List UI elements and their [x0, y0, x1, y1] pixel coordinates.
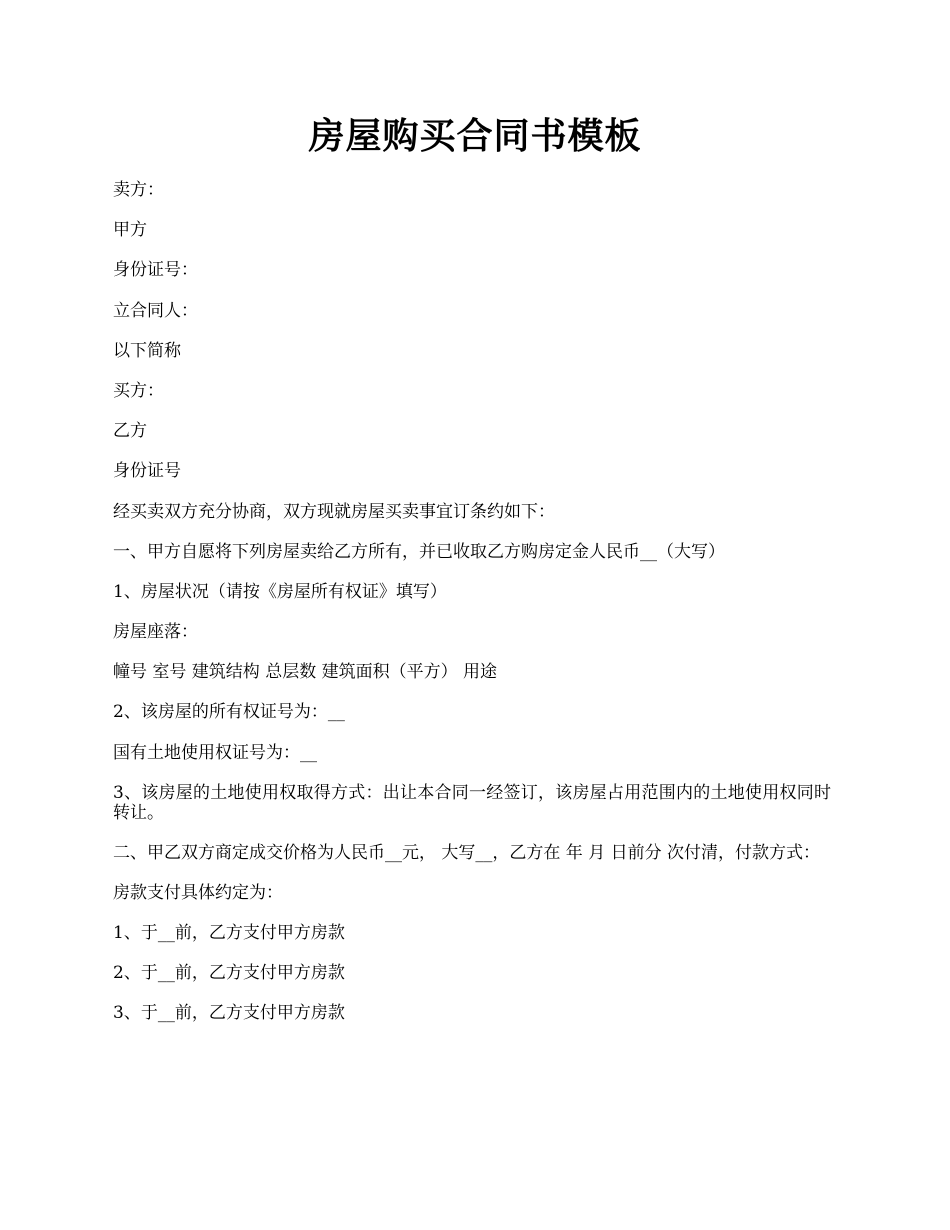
payment-item-3: 3、于__前，乙方支付甲方房款	[113, 1003, 345, 1024]
clause-1-item-1: 1、房屋状况（请按《房屋所有权证》填写）	[113, 581, 447, 602]
abbreviation-label: 以下简称	[113, 340, 181, 361]
clause-1-item-3: 3、该房屋的土地使用权取得方式：出让本合同一经签订，该房屋占用范围内的土地使用权同时转让。	[113, 782, 831, 823]
payment-item-1: 1、于__前，乙方支付甲方房款	[113, 923, 345, 943]
seller-label: 卖方：	[113, 180, 164, 200]
clause-1: 一、甲方自愿将下列房屋卖给乙方所有，并已收取乙方购房定金人民币__（大写）	[113, 541, 725, 562]
buyer-label: 买方：	[113, 380, 164, 401]
buyer-id-label: 身份证号	[113, 461, 181, 482]
contract-signer-label: 立合同人：	[113, 300, 198, 321]
agreement-intro: 经买卖双方充分协商，双方现就房屋买卖事宜订条约如下：	[113, 501, 555, 522]
document-body	[113, 180, 831, 1044]
document-title: 房屋购买合同书模板	[308, 115, 642, 157]
payment-terms-label: 房款支付具体约定为：	[113, 882, 283, 903]
party-a-label: 甲方	[113, 220, 147, 241]
clause-2: 二、甲乙双方商定成交价格为人民币__元， 大写__，乙方在 年 月 日前分 次付清，付款方式：	[113, 842, 821, 863]
seller-id-label: 身份证号：	[113, 260, 198, 281]
land-certificate-line: 国有土地使用权证号为：__	[113, 742, 317, 763]
party-b-label: 乙方	[113, 421, 147, 442]
property-fields-row: 幢号 室号 建筑结构 总层数 建筑面积（平方） 用途	[113, 662, 498, 683]
property-location-label: 房屋座落：	[113, 622, 198, 643]
payment-item-2: 2、于__前，乙方支付甲方房款	[113, 963, 345, 984]
clause-1-item-2: 2、该房屋的所有权证号为：__	[113, 702, 345, 723]
